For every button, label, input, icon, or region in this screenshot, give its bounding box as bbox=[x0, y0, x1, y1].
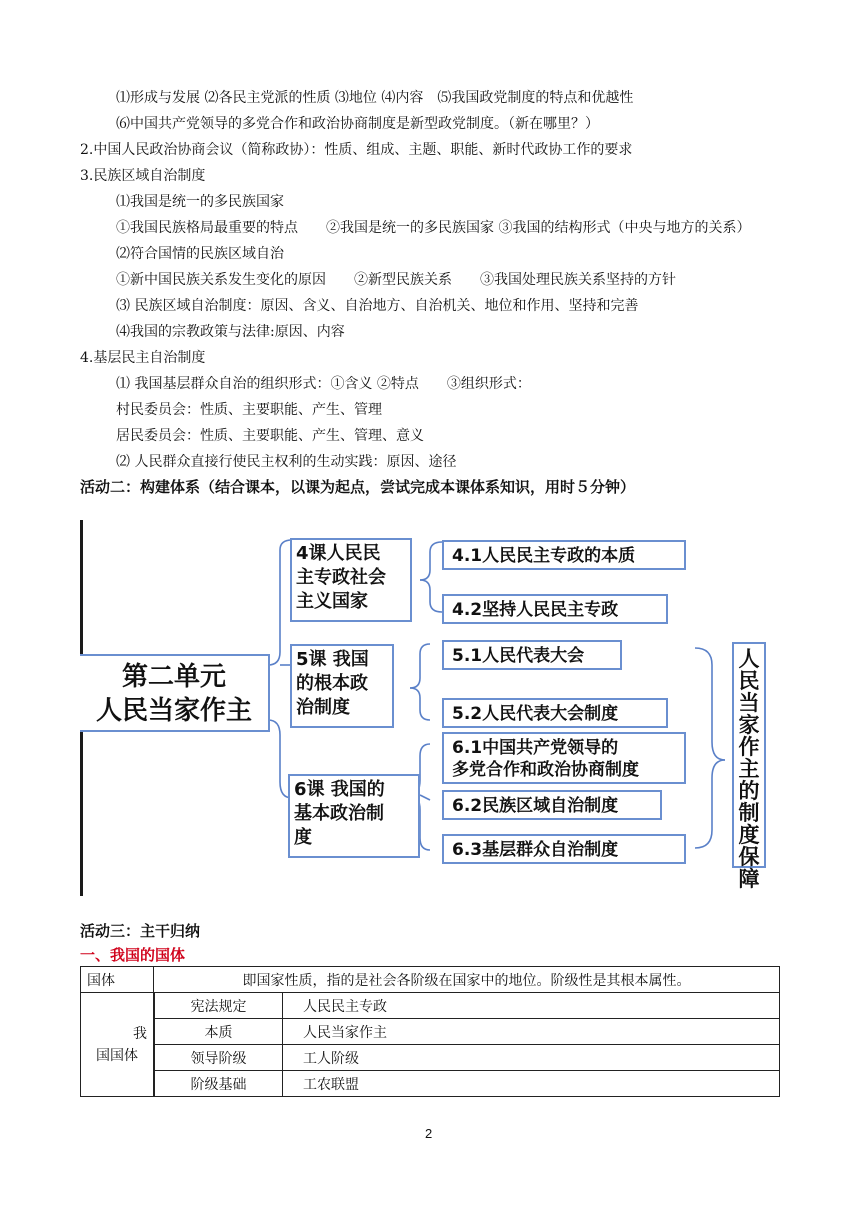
table-row bbox=[81, 1071, 780, 1097]
lesson6-line3: 度 bbox=[294, 827, 312, 848]
text-line-8: ①新中国民族关系发生变化的原因 ②新型民族关系 ③我国处理民族关系坚持的方针 bbox=[116, 272, 676, 288]
row-key: 宪法规定 bbox=[155, 993, 283, 1019]
lesson5-line3: 治制度 bbox=[296, 697, 350, 718]
text-line-13: 村民委员会：性质、主要职能、产生、管理 bbox=[116, 402, 382, 418]
text-line-6: ①我国民族格局最重要的特点 ②我国是统一的多民族国家 ③我国的结构形式（中央与地方的关系） bbox=[116, 220, 751, 236]
table-row bbox=[81, 1045, 780, 1071]
unit-title-line2: 人民当家作主 bbox=[95, 696, 252, 726]
text-line-15: ⑵ 人民群众直接行使民主权利的生动实践：原因、途径 bbox=[116, 454, 457, 470]
text-line-9: ⑶ 民族区域自治制度：原因、含义、自治地方、自治机关、地位和作用、坚持和完善 bbox=[116, 298, 639, 314]
side-label-line1: 我 bbox=[133, 1025, 147, 1042]
lesson6-line1: 6课 我国的 bbox=[294, 779, 385, 800]
unit-title-box bbox=[80, 654, 270, 732]
row-key: 阶级基础 bbox=[155, 1071, 283, 1097]
text-line-12: ⑴ 我国基层群众自治的组织形式：①含义 ②特点 ③组织形式： bbox=[116, 376, 531, 392]
table-row bbox=[81, 967, 780, 993]
activity-two-heading: 活动二：构建体系（结合课本，以课为起点，尝试完成本课体系知识，用时５分钟） bbox=[80, 478, 636, 496]
state-system-table bbox=[80, 966, 780, 1097]
section-one-heading: 一、我国的国体 bbox=[80, 946, 186, 964]
lesson4-line1: 4课人民民 bbox=[296, 543, 381, 564]
side-label-line2: 国国体 bbox=[96, 1047, 138, 1064]
lesson5-box bbox=[290, 644, 394, 728]
text-line-5: ⑴我国是统一的多民族国家 bbox=[116, 194, 284, 210]
lesson4-line3: 主义国家 bbox=[296, 591, 368, 612]
activity-three-heading: 活动三：主干归纳 bbox=[80, 922, 201, 940]
text-line-2: ⑹中国共产党领导的多党合作和政治协商制度是新型政党制度。（新在哪里？） bbox=[116, 116, 599, 132]
table-row bbox=[81, 1019, 780, 1045]
page-number: 2 bbox=[425, 1126, 433, 1141]
text-line-10: ⑷我国的宗教政策与法律:原因、内容 bbox=[116, 324, 345, 340]
text-line-4: 3.民族区域自治制度 bbox=[80, 168, 206, 184]
row-value: 工农联盟 bbox=[283, 1071, 780, 1097]
text-line-3: 2.中国人民政治协商会议（简称政协）：性质、组成、主题、职能、新时代政协工作的要求 bbox=[80, 142, 633, 158]
row-value: 工人阶级 bbox=[283, 1045, 780, 1071]
lesson5-line2: 的根本政 bbox=[296, 673, 368, 694]
knowledge-structure-diagram bbox=[80, 520, 780, 896]
text-line-14: 居民委员会：性质、主要职能、产生、管理、意义 bbox=[116, 428, 424, 444]
lesson6-line2: 基本政治制 bbox=[294, 803, 384, 824]
lesson61-line1: 6.1中国共产党领导的 bbox=[452, 738, 619, 758]
row-key: 领导阶级 bbox=[155, 1045, 283, 1071]
lesson61-line2: 多党合作和政治协商制度 bbox=[452, 760, 639, 780]
row-value: 人民民主专政 bbox=[283, 993, 780, 1019]
lesson6-box bbox=[288, 774, 420, 858]
text-line-11: 4.基层民主自治制度 bbox=[80, 350, 206, 366]
summary-vertical-box bbox=[732, 642, 766, 891]
lesson5-line1: 5课 我国 bbox=[296, 649, 369, 670]
lesson62-box: 6.2民族区域自治制度 bbox=[442, 790, 662, 820]
row0-label: 国体 bbox=[81, 967, 154, 993]
row-key: 本质 bbox=[155, 1019, 283, 1045]
row0-text: 即国家性质，指的是社会各阶级在国家中的地位。阶级性是其根本属性。 bbox=[154, 967, 780, 993]
unit-title-line1: 第二单元 bbox=[121, 662, 226, 692]
lesson52-box: 5.2人民代表大会制度 bbox=[442, 698, 668, 728]
summary-text: 人民当家作主的制度保障 bbox=[738, 647, 760, 891]
table-row bbox=[81, 993, 780, 1019]
lesson4-line2: 主专政社会 bbox=[296, 567, 386, 588]
text-line-7: ⑵符合国情的民族区域自治 bbox=[116, 246, 284, 262]
lesson4-box bbox=[290, 538, 412, 622]
text-line-1: ⑴形成与发展 ⑵各民主党派的性质 ⑶地位 ⑷内容 ⑸我国政党制度的特点和优越性 bbox=[116, 90, 634, 106]
lesson63-box: 6.3基层群众自治制度 bbox=[442, 834, 686, 864]
lesson61-box bbox=[442, 732, 686, 784]
row-value: 人民当家作主 bbox=[283, 1019, 780, 1045]
lesson41-box: 4.1人民民主专政的本质 bbox=[442, 540, 686, 570]
lesson42-box: 4.2坚持人民民主专政 bbox=[442, 594, 668, 624]
lesson51-box: 5.1人民代表大会 bbox=[442, 640, 622, 670]
side-label bbox=[81, 993, 154, 1097]
